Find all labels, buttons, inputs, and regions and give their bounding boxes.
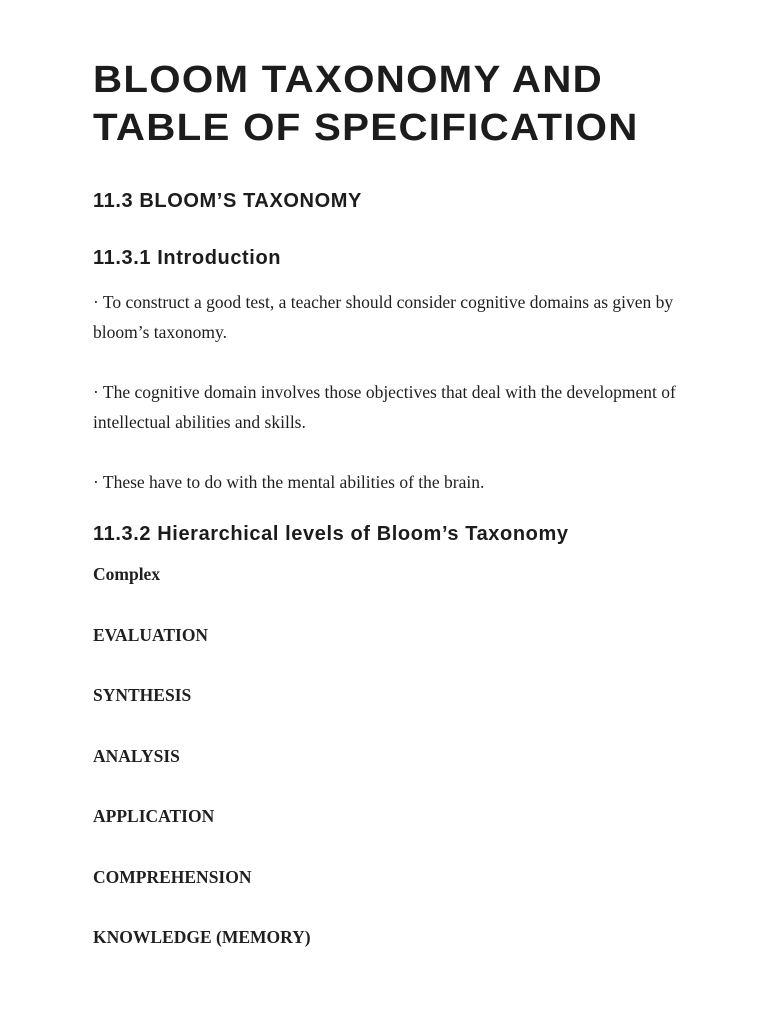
bullet-paragraph: · The cognitive domain involves those objectives that deal with the development of intellectual abilities and skills. xyxy=(93,382,676,432)
level-analysis: ANALYSIS xyxy=(93,745,180,766)
taxonomy-levels-list xyxy=(93,559,693,952)
subsection-heading-introduction: 11.3.1 Introduction xyxy=(93,247,282,269)
title-line-1: BLOOM TAXONOMY AND xyxy=(93,59,603,101)
subsection-heading-hierarchical-levels: 11.3.2 Hierarchical levels of Bloom’s Taxonomy xyxy=(93,523,569,545)
title-line-2: TABLE OF SPECIFICATION xyxy=(93,107,639,149)
level-knowledge: KNOWLEDGE (MEMORY) xyxy=(93,927,311,947)
document-page xyxy=(93,56,693,983)
level-application: APPLICATION xyxy=(93,806,215,826)
level-synthesis: SYNTHESIS xyxy=(93,685,192,705)
section-heading-blooms-taxonomy: 11.3 BLOOM’S TAXONOMY xyxy=(93,190,362,212)
document-title xyxy=(93,56,729,152)
level-comprehension: COMPREHENSION xyxy=(93,866,252,887)
level-evaluation: EVALUATION xyxy=(93,624,209,645)
bullet-paragraph: · These have to do with the mental abilities of the brain. xyxy=(93,472,485,492)
level-complex: Complex xyxy=(93,564,161,584)
bullet-paragraph: · To construct a good test, a teacher should consider cognitive domains as given by bloom’s taxonomy. xyxy=(93,292,674,342)
